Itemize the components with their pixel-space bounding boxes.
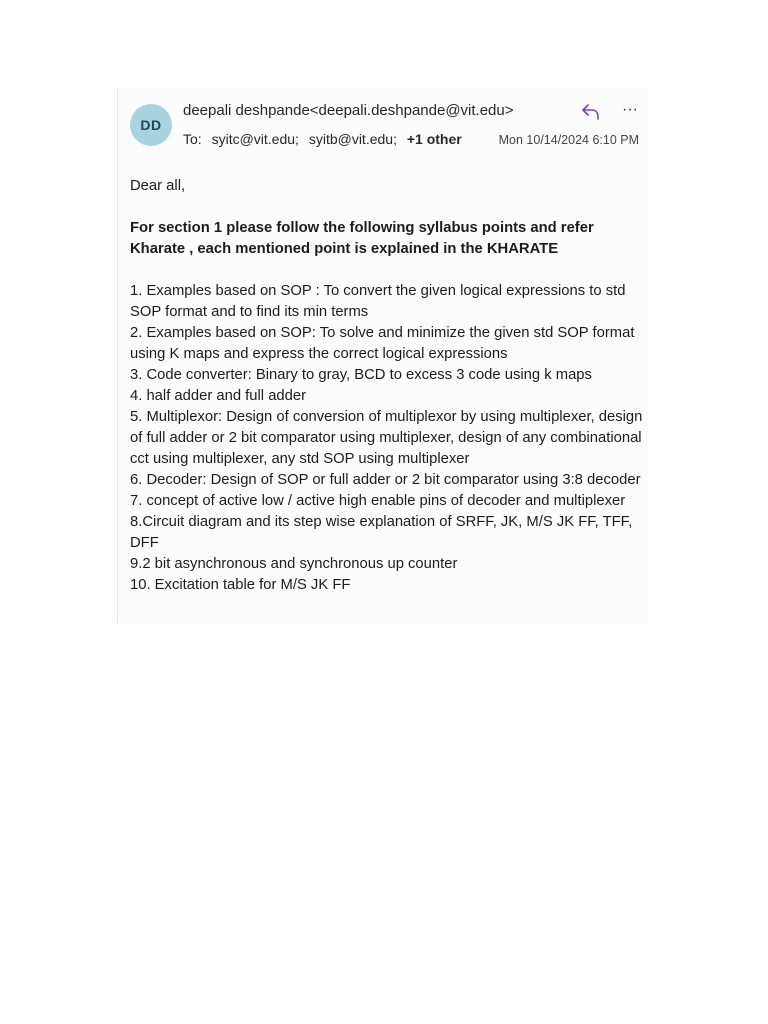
reply-icon (580, 102, 602, 122)
list-item: 5. Multiplexor: Design of conversion of multiplexor by using multiplexer, design of full adder or 2 bit comparator using multiplexer, design of any combinational cct using multiplexer, any std SOP using multiplexer (130, 409, 643, 467)
more-options-icon: ··· (622, 101, 638, 118)
list-item: 2. Examples based on SOP: To solve and minimize the given std SOP format using K maps and express the correct logical expressions (130, 325, 635, 362)
greeting: Dear all, (130, 178, 186, 194)
list-item: 10. Excitation table for M/S JK FF (130, 577, 351, 593)
list-item: 9.2 bit asynchronous and synchronous up counter (130, 556, 458, 572)
avatar[interactable]: DD (130, 104, 172, 146)
more-options-button[interactable] (618, 101, 642, 121)
recipient[interactable]: syitb@vit.edu; (308, 131, 397, 147)
recipients-line (183, 131, 462, 147)
sender-name[interactable]: deepali deshpande<deepali.deshpande@vit.edu> (183, 102, 514, 119)
reply-button[interactable] (580, 102, 602, 122)
email-body (130, 176, 648, 596)
list-item: 7. concept of active low / active high enable pins of decoder and multiplexer (130, 493, 626, 509)
to-label: To: (183, 131, 202, 147)
syllabus-points (130, 281, 648, 596)
other-recipients-link[interactable]: +1 other (406, 131, 462, 147)
list-item: 8.Circuit diagram and its step wise explanation of SRFF, JK, M/S JK FF, TFF, DFF (130, 514, 633, 551)
list-item: 3. Code converter: Binary to gray, BCD to excess 3 code using k maps (130, 367, 592, 383)
timestamp: Mon 10/14/2024 6:10 PM (498, 133, 639, 147)
list-item: 6. Decoder: Design of SOP or full adder or 2 bit comparator using 3:8 decoder (130, 472, 641, 488)
list-item: 1. Examples based on SOP : To convert the given logical expressions to std SOP format and to find its min terms (130, 283, 626, 320)
intro-paragraph: For section 1 please follow the following syllabus points and refer Kharate , each mentioned point is explained in the KHARATE (130, 220, 594, 257)
list-item: 4. half adder and full adder (130, 388, 307, 404)
recipient[interactable]: syitc@vit.edu; (211, 131, 299, 147)
email-message (117, 88, 648, 623)
